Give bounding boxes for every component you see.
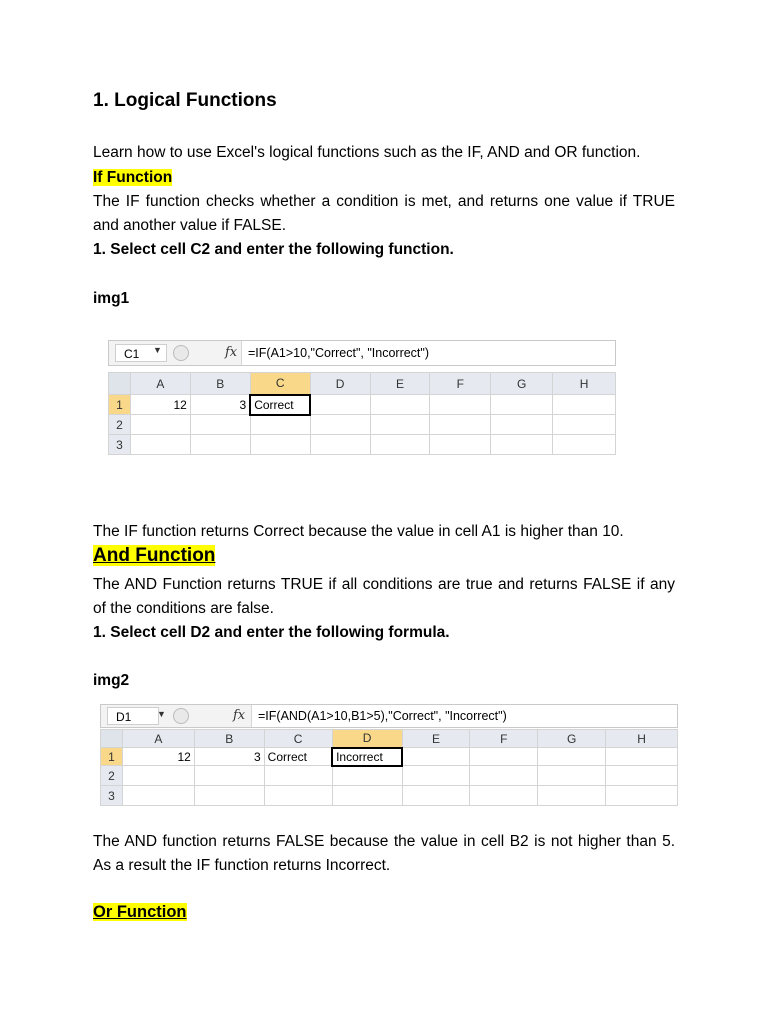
- column-header: C: [264, 730, 332, 748]
- column-header: G: [538, 730, 606, 748]
- table-row: [109, 435, 616, 455]
- excel-screenshot-and: [100, 704, 678, 804]
- fx-icon: fx: [225, 345, 238, 360]
- or-function-heading: [93, 903, 187, 922]
- and-function-step: 1. Select cell D2 and enter the following formula.: [93, 624, 450, 641]
- column-header: E: [402, 730, 470, 748]
- or-function-title: Or Function: [93, 903, 187, 921]
- intro-paragraph: Learn how to use Excel's logical functions such as the IF, AND and OR function.: [93, 144, 641, 161]
- column-header: G: [491, 373, 553, 395]
- name-box: [107, 707, 159, 725]
- formula-bar: [100, 704, 678, 728]
- scroll-handle-icon: [173, 345, 189, 361]
- table-row: [101, 766, 678, 786]
- spreadsheet-grid: [108, 372, 616, 455]
- table-row: [109, 415, 616, 435]
- cell-d1: Incorrect: [332, 748, 402, 766]
- and-function-heading: [93, 545, 215, 567]
- column-header: E: [370, 373, 430, 395]
- cell-a1: 12: [122, 748, 194, 766]
- chevron-down-icon: ▼: [157, 709, 166, 719]
- scroll-handle-icon: [173, 708, 189, 724]
- if-function-description: The IF function checks whether a condition is met, and returns one value if TRUE and another value if FALSE.: [93, 193, 675, 234]
- row-header: 3: [109, 435, 131, 455]
- grid-corner: [109, 373, 131, 395]
- column-header: F: [430, 373, 491, 395]
- excel-screenshot-if: [108, 340, 616, 462]
- column-header: B: [194, 730, 264, 748]
- row-header: 2: [101, 766, 123, 786]
- name-box-value: C1: [124, 347, 140, 361]
- and-function-description: The AND Function returns TRUE if all conditions are true and returns FALSE if any of the conditions are false.: [93, 576, 675, 617]
- table-row: [101, 786, 678, 806]
- chevron-down-icon: ▼: [153, 345, 162, 355]
- column-header: A: [122, 730, 194, 748]
- cell-b1: 3: [190, 395, 250, 415]
- and-function-title: And Function: [93, 545, 216, 566]
- fx-icon: fx: [233, 708, 246, 723]
- if-function-step: 1. Select cell C2 and enter the following function.: [93, 241, 454, 258]
- formula-input: =IF(AND(A1>10,B1>5),"Correct", "Incorrect"): [251, 705, 677, 727]
- name-box-value: D1: [116, 710, 132, 724]
- table-row: [109, 395, 616, 415]
- column-header: F: [470, 730, 538, 748]
- img2-label: img2: [93, 672, 130, 689]
- cell-c1: Correct: [250, 395, 310, 415]
- cell-c1: Correct: [264, 748, 332, 766]
- column-header: H: [606, 730, 678, 748]
- img1-label: img1: [93, 290, 130, 307]
- if-function-title: If Function: [93, 169, 173, 186]
- cell-b1: 3: [194, 748, 264, 766]
- row-header: 1: [109, 395, 131, 415]
- column-header: B: [190, 373, 250, 395]
- formula-bar: [108, 340, 616, 366]
- page-title: 1. Logical Functions: [93, 90, 277, 111]
- row-header: 3: [101, 786, 123, 806]
- if-function-heading: [93, 166, 172, 190]
- column-header: D: [332, 730, 402, 748]
- if-function-note: The IF function returns Correct because the value in cell A1 is higher than 10.: [93, 523, 624, 540]
- and-function-note: The AND function returns FALSE because the value in cell B2 is not higher than 5. As a result the IF function returns Incorrect.: [93, 833, 675, 874]
- column-header: D: [310, 373, 370, 395]
- cell-a1: 12: [130, 395, 190, 415]
- column-header: H: [553, 373, 616, 395]
- column-header: C: [250, 373, 310, 395]
- table-row: [101, 748, 678, 766]
- spreadsheet-grid: [100, 729, 678, 806]
- row-header: 2: [109, 415, 131, 435]
- column-header: A: [130, 373, 190, 395]
- formula-input: =IF(A1>10,"Correct", "Incorrect"): [241, 341, 615, 365]
- row-header: 1: [101, 748, 123, 766]
- grid-corner: [101, 730, 123, 748]
